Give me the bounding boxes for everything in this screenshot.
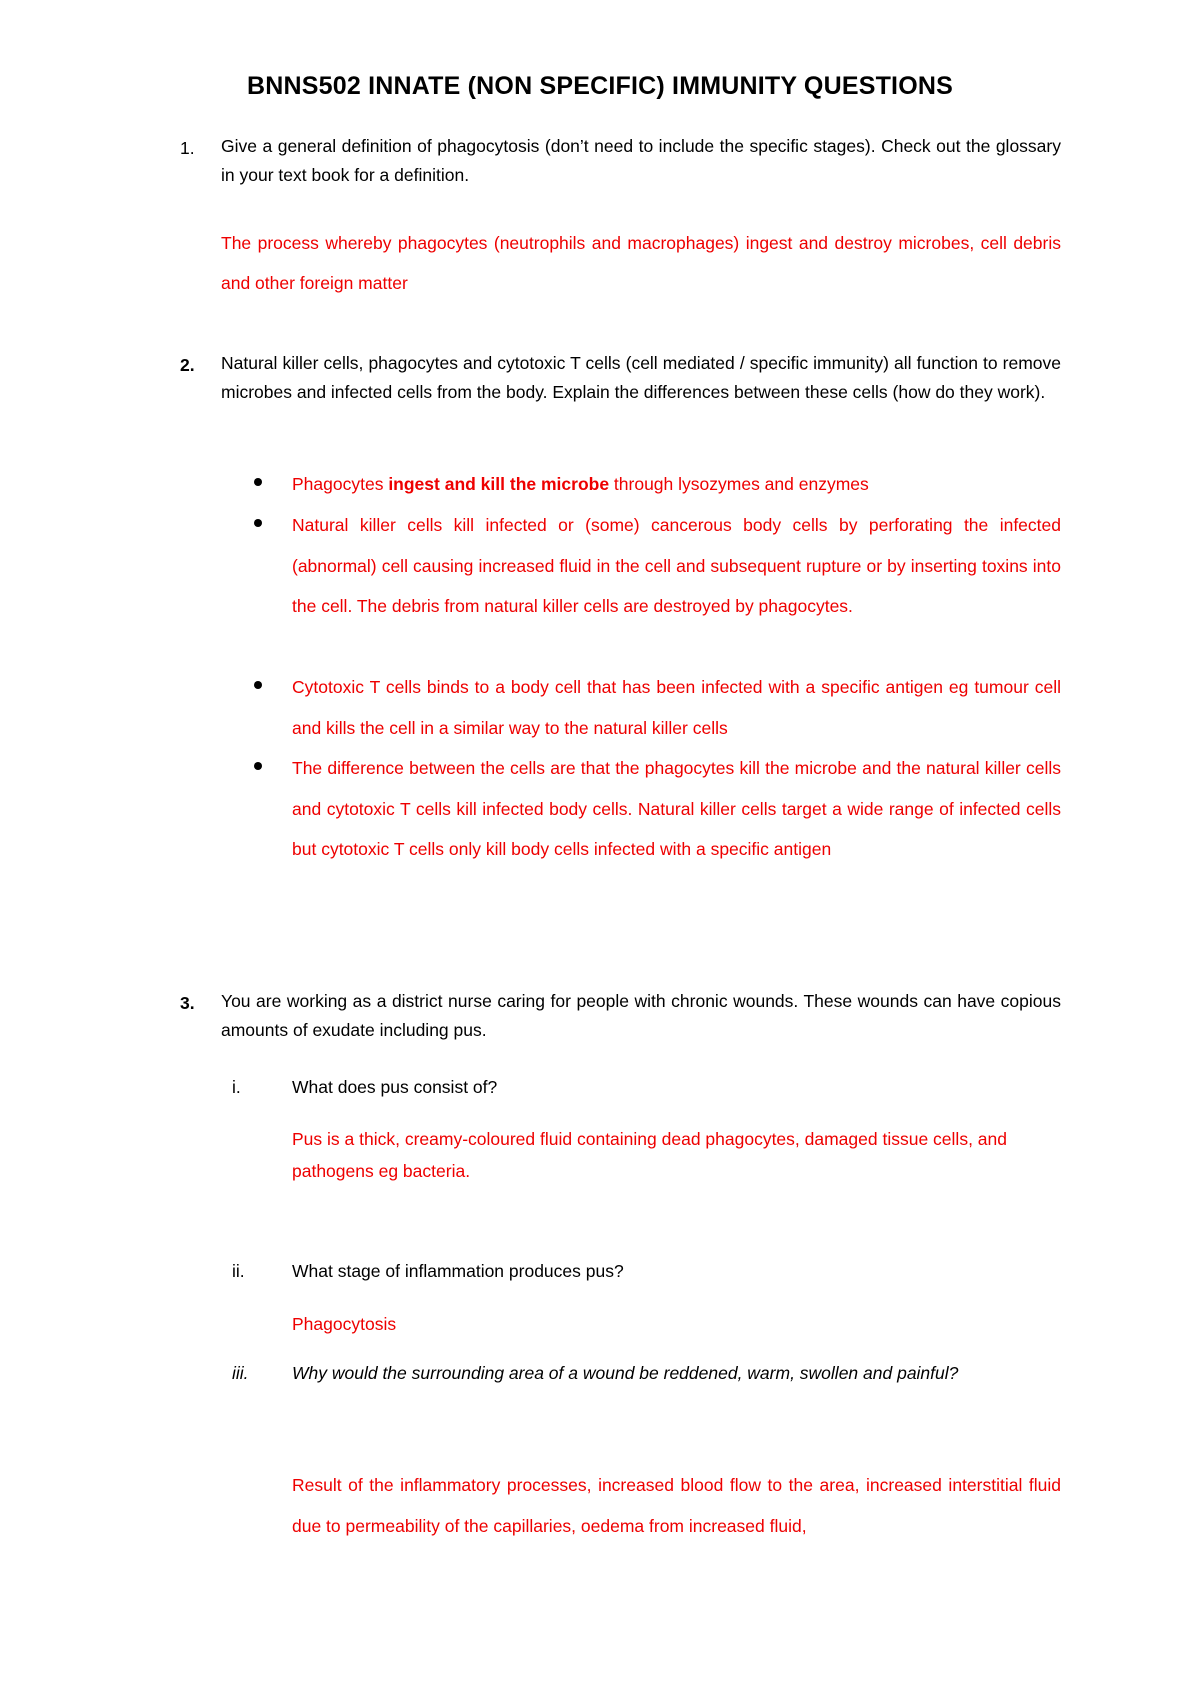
q3-ii-answer: Phagocytosis bbox=[292, 1314, 397, 1334]
q2-number: 2. bbox=[180, 355, 195, 375]
q3-i-label: i. bbox=[232, 1077, 241, 1097]
q2-bullet-3: Cytotoxic T cells binds to a body cell that has been infected with a specific antigen eg tumour cell and kills the cell in a similar way to the natural killer cells bbox=[292, 677, 1061, 738]
q2-text: Natural killer cells, phagocytes and cytotoxic T cells (cell mediated / specific immunity) all function to remove microbes and infected cells from the body. Explain the differences between these cells (how do they work). bbox=[221, 353, 1061, 402]
q3-ii-label: ii. bbox=[232, 1261, 245, 1281]
q3-iii-answer: Result of the inflammatory processes, increased blood flow to the area, increased interstitial fluid due to permeability of the capillaries, oedema from increased fluid, bbox=[292, 1475, 1061, 1536]
q3-iii-question: Why would the surrounding area of a wound be reddened, warm, swollen and painful? bbox=[292, 1363, 959, 1383]
q3-iii-label: iii. bbox=[232, 1363, 249, 1383]
page-title: BNNS502 INNATE (NON SPECIFIC) IMMUNITY QUESTIONS bbox=[247, 72, 953, 100]
q1-answer: The process whereby phagocytes (neutrophils and macrophages) ingest and destroy microbes, cell debris and other foreign matter bbox=[221, 233, 1061, 293]
q3-ii-question: What stage of inflammation produces pus? bbox=[292, 1261, 624, 1281]
q3-number: 3. bbox=[180, 993, 195, 1013]
bullet-icon bbox=[254, 519, 262, 527]
q2-bullet-4: The difference between the cells are that the phagocytes kill the microbe and the natural killer cells and cytotoxic T cells kill infected body cells. Natural killer cells target a wide range of infected cells but cytotoxic T cells only kill body cells infected with a specific antigen bbox=[292, 758, 1061, 859]
q1-number: 1. bbox=[180, 138, 195, 158]
q3-i-answer: Pus is a thick, creamy-coloured fluid containing dead phagocytes, damaged tissue cells, and pathogens eg bacteria. bbox=[292, 1129, 1007, 1181]
q2-bullet-1: Phagocytes ingest and kill the microbe through lysozymes and enzymes bbox=[292, 474, 869, 494]
q3-text: You are working as a district nurse caring for people with chronic wounds. These wounds can have copious amounts of exudate including pus. bbox=[221, 991, 1061, 1040]
bullet-icon bbox=[254, 478, 262, 486]
bullet-icon bbox=[254, 681, 262, 689]
q1-text: Give a general definition of phagocytosis (don’t need to include the specific stages). Check out the glossary in your text book for a definition. bbox=[221, 136, 1061, 185]
bullet-icon bbox=[254, 762, 262, 770]
q3-i-question: What does pus consist of? bbox=[292, 1077, 498, 1097]
q2-bullet-2: Natural killer cells kill infected or (some) cancerous body cells by perforating the infected (abnormal) cell causing increased fluid in the cell and subsequent rupture or by inserting toxins into the cell. The debris from natural killer cells are destroyed by phagocytes. bbox=[292, 515, 1061, 616]
